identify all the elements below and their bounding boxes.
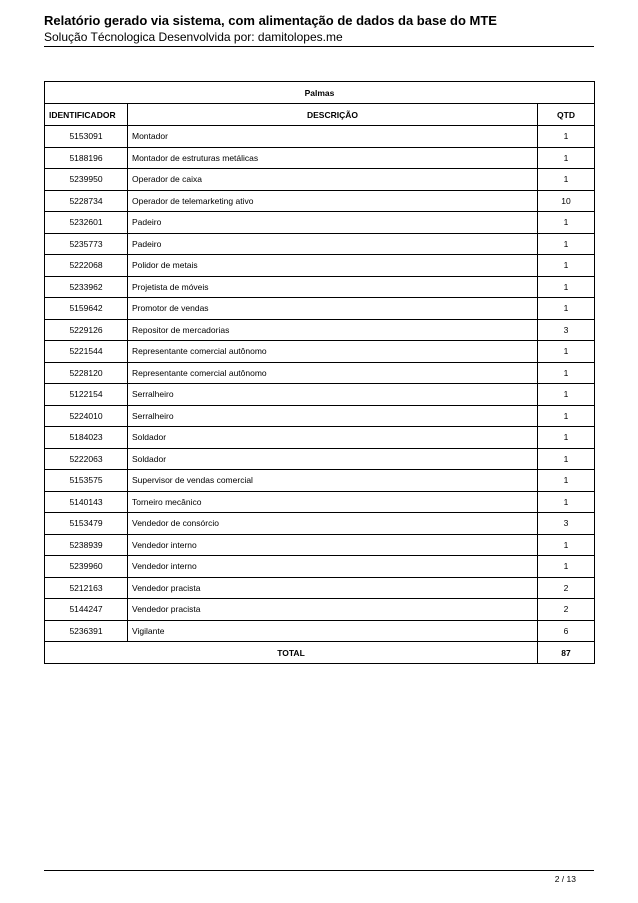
table-row [45, 384, 595, 406]
row-identifier: 5228120 [45, 362, 128, 384]
table-row [45, 534, 595, 556]
row-quantity: 1 [538, 169, 595, 191]
row-quantity: 1 [538, 534, 595, 556]
row-description: Representante comercial autônomo [128, 362, 538, 384]
table-row [45, 513, 595, 535]
row-description: Vendedor de consórcio [128, 513, 538, 535]
row-description: Vigilante [128, 620, 538, 642]
row-quantity: 1 [538, 427, 595, 449]
row-identifier: 5233962 [45, 276, 128, 298]
row-quantity: 1 [538, 470, 595, 492]
row-description: Operador de caixa [128, 169, 538, 191]
table-row [45, 190, 595, 212]
row-identifier: 5153479 [45, 513, 128, 535]
row-identifier: 5224010 [45, 405, 128, 427]
row-identifier: 5212163 [45, 577, 128, 599]
row-description: Serralheiro [128, 384, 538, 406]
row-description: Promotor de vendas [128, 298, 538, 320]
row-description: Serralheiro [128, 405, 538, 427]
table-row [45, 212, 595, 234]
column-header-id: IDENTIFICADOR [45, 104, 128, 126]
table-row [45, 599, 595, 621]
table-row [45, 169, 595, 191]
table-row [45, 298, 595, 320]
row-description: Vendedor pracista [128, 599, 538, 621]
row-description: Padeiro [128, 212, 538, 234]
row-identifier: 5184023 [45, 427, 128, 449]
row-quantity: 1 [538, 362, 595, 384]
row-quantity: 1 [538, 556, 595, 578]
row-identifier: 5235773 [45, 233, 128, 255]
row-identifier: 5239950 [45, 169, 128, 191]
row-quantity: 1 [538, 255, 595, 277]
table-row [45, 233, 595, 255]
table-row [45, 362, 595, 384]
row-quantity: 1 [538, 212, 595, 234]
row-identifier: 5222068 [45, 255, 128, 277]
row-quantity: 10 [538, 190, 595, 212]
row-identifier: 5221544 [45, 341, 128, 363]
row-identifier: 5238939 [45, 534, 128, 556]
table-row [45, 491, 595, 513]
row-description: Representante comercial autônomo [128, 341, 538, 363]
jobs-table [44, 81, 595, 664]
row-description: Supervisor de vendas comercial [128, 470, 538, 492]
row-description: Repositor de mercadorias [128, 319, 538, 341]
table-row [45, 470, 595, 492]
row-quantity: 1 [538, 233, 595, 255]
row-description: Torneiro mecânico [128, 491, 538, 513]
table-row [45, 126, 595, 148]
row-identifier: 5140143 [45, 491, 128, 513]
row-description: Montador de estruturas metálicas [128, 147, 538, 169]
row-quantity: 1 [538, 147, 595, 169]
row-identifier: 5122154 [45, 384, 128, 406]
footer-divider [44, 870, 594, 871]
row-quantity: 1 [538, 384, 595, 406]
table-row [45, 405, 595, 427]
row-identifier: 5229126 [45, 319, 128, 341]
row-quantity: 3 [538, 319, 595, 341]
row-quantity: 1 [538, 126, 595, 148]
report-subtitle: Solução Técnologica Desenvolvida por: damitolopes.me [44, 30, 343, 44]
row-description: Soldador [128, 427, 538, 449]
total-row [45, 642, 595, 664]
row-description: Operador de telemarketing ativo [128, 190, 538, 212]
row-identifier: 5232601 [45, 212, 128, 234]
row-identifier: 5188196 [45, 147, 128, 169]
row-quantity: 1 [538, 276, 595, 298]
row-identifier: 5236391 [45, 620, 128, 642]
row-description: Vendedor interno [128, 534, 538, 556]
row-quantity: 2 [538, 599, 595, 621]
row-description: Montador [128, 126, 538, 148]
row-identifier: 5239960 [45, 556, 128, 578]
table-row [45, 556, 595, 578]
total-value: 87 [538, 642, 595, 664]
report-header [44, 13, 594, 45]
row-identifier: 5153091 [45, 126, 128, 148]
row-description: Vendedor pracista [128, 577, 538, 599]
column-header-qty: QTD [538, 104, 595, 126]
row-quantity: 1 [538, 448, 595, 470]
row-identifier: 5228734 [45, 190, 128, 212]
page-number: 2 / 13 [554, 874, 576, 884]
column-header-description: DESCRIÇÃO [128, 104, 538, 126]
table-body [45, 126, 595, 642]
row-description: Vendedor interno [128, 556, 538, 578]
row-identifier: 5144247 [45, 599, 128, 621]
total-label: TOTAL [45, 642, 538, 664]
row-identifier: 5153575 [45, 470, 128, 492]
row-identifier: 5159642 [45, 298, 128, 320]
row-quantity: 1 [538, 298, 595, 320]
row-quantity: 2 [538, 577, 595, 599]
table-row [45, 448, 595, 470]
row-description: Padeiro [128, 233, 538, 255]
table-row [45, 427, 595, 449]
row-quantity: 1 [538, 405, 595, 427]
header-divider [44, 46, 594, 47]
table-row [45, 620, 595, 642]
row-quantity: 3 [538, 513, 595, 535]
table-row [45, 341, 595, 363]
report-title: Relatório gerado via sistema, com alimentação de dados da base do MTE [44, 13, 497, 28]
table-row [45, 147, 595, 169]
row-quantity: 1 [538, 341, 595, 363]
row-quantity: 6 [538, 620, 595, 642]
row-description: Projetista de móveis [128, 276, 538, 298]
city-heading: Palmas [45, 82, 595, 104]
table-row [45, 255, 595, 277]
table-row [45, 577, 595, 599]
row-quantity: 1 [538, 491, 595, 513]
row-identifier: 5222063 [45, 448, 128, 470]
row-description: Soldador [128, 448, 538, 470]
table-row [45, 319, 595, 341]
row-description: Polidor de metais [128, 255, 538, 277]
table-row [45, 276, 595, 298]
